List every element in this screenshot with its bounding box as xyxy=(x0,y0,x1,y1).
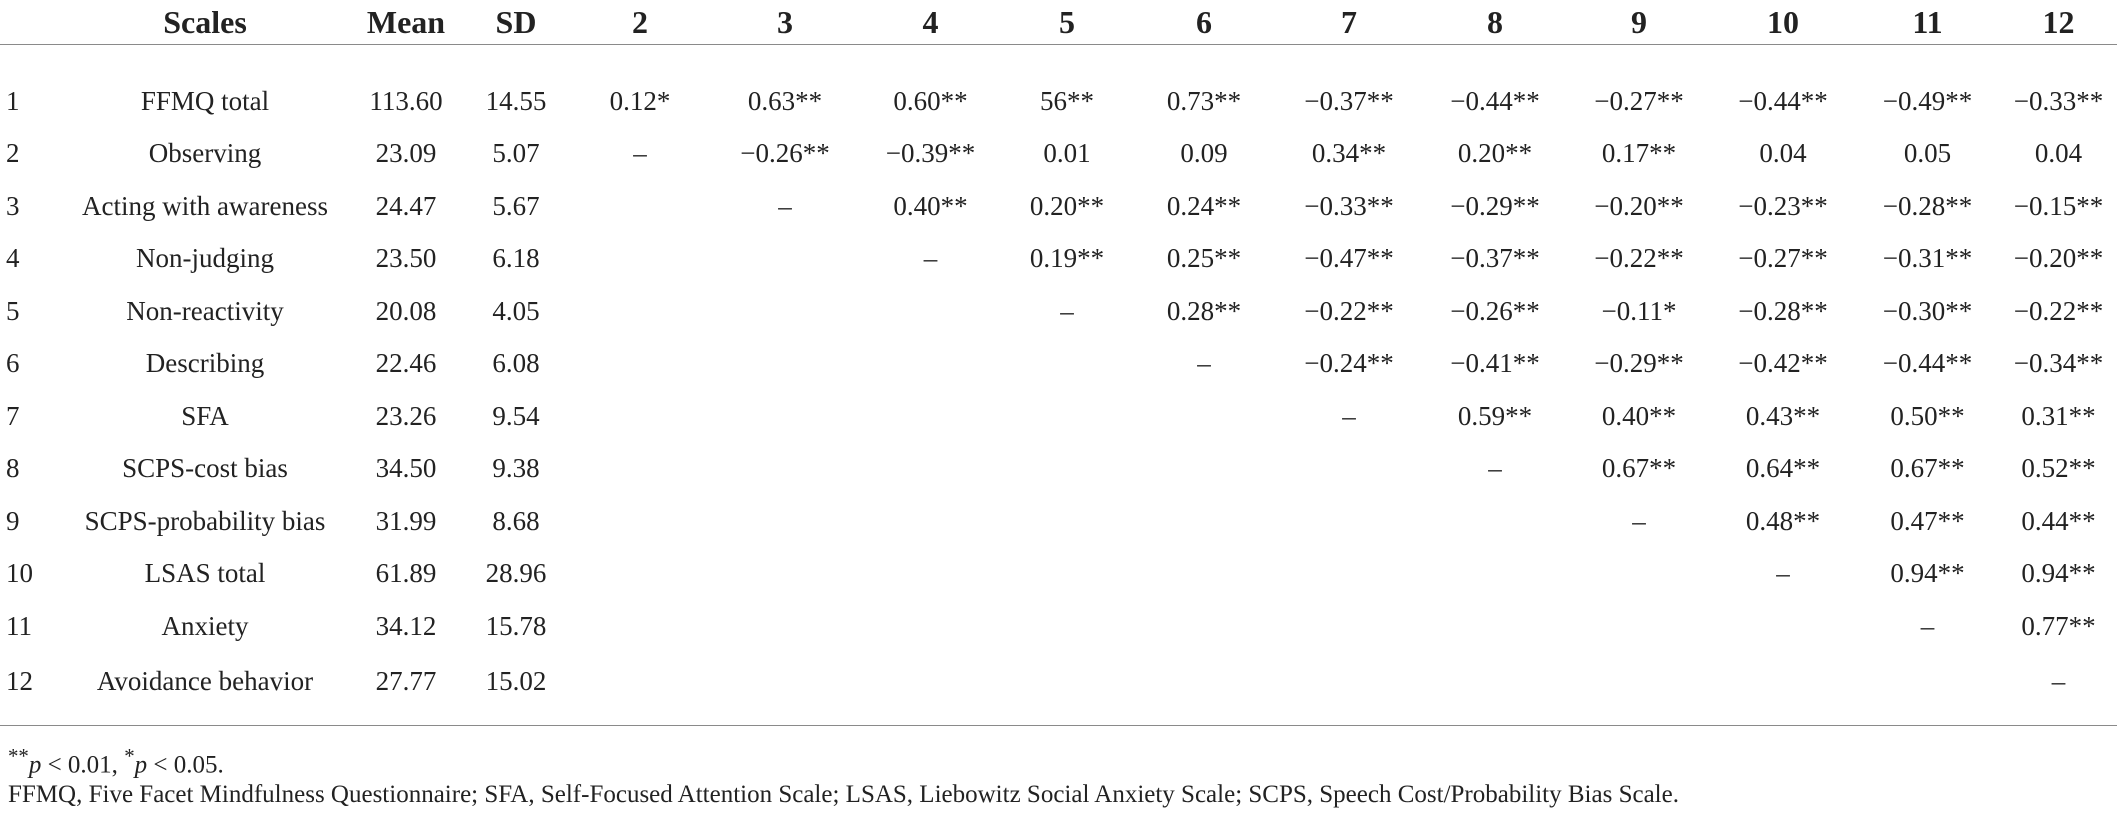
correlation-value: 0.40** xyxy=(893,190,968,221)
correlation-value: 0.20** xyxy=(1029,190,1105,221)
significance-note xyxy=(8,744,224,779)
correlation-value: −0.15** xyxy=(2013,190,2104,221)
column-header: 6 xyxy=(1196,3,1212,40)
sd-value: 5.67 xyxy=(492,190,540,221)
correlation-value: −0.30** xyxy=(1882,295,1973,326)
scale-name: SCPS-cost bias xyxy=(122,453,288,484)
scale-name: Observing xyxy=(148,138,262,169)
correlation-value: −0.23** xyxy=(1738,190,1828,221)
correlation-value xyxy=(570,233,710,286)
table-row xyxy=(0,495,2117,548)
scale-name: SCPS-probability bias xyxy=(84,505,326,536)
column-header: 2 xyxy=(632,3,648,40)
correlation-value: – xyxy=(2051,666,2066,696)
correlation-value xyxy=(710,390,860,443)
column-header-index xyxy=(0,0,60,45)
correlation-value xyxy=(860,600,1001,653)
correlation-value: 0.40** xyxy=(1601,400,1677,431)
row-number: 2 xyxy=(6,138,20,169)
correlation-value: −0.34** xyxy=(2013,348,2104,379)
correlation-value xyxy=(1275,653,1423,711)
table-row xyxy=(0,233,2117,286)
scale-name: Anxiety xyxy=(161,610,249,641)
correlation-value xyxy=(1001,548,1133,601)
correlation-value: −0.22** xyxy=(1304,295,1394,326)
correlation-value xyxy=(1001,495,1133,548)
correlation-value: 0.94** xyxy=(1890,558,1965,589)
mean-value: 23.50 xyxy=(375,243,437,274)
correlation-value: −0.31** xyxy=(1882,243,1973,274)
row-number: 5 xyxy=(6,295,20,326)
correlation-value: 0.19** xyxy=(1029,243,1105,274)
mean-value: 24.47 xyxy=(375,190,437,221)
mean-value: 22.46 xyxy=(375,348,437,379)
correlation-value: −0.39** xyxy=(885,138,976,169)
correlation-value xyxy=(1423,600,1567,653)
correlation-value: −0.20** xyxy=(1594,190,1684,221)
column-header: 11 xyxy=(1912,3,1943,40)
correlation-value xyxy=(1001,443,1133,496)
correlation-value xyxy=(1855,653,2000,711)
correlation-value: −0.37** xyxy=(1304,85,1394,116)
correlation-value: −0.24** xyxy=(1304,348,1394,379)
correlation-value xyxy=(1133,443,1275,496)
sd-value: 6.18 xyxy=(492,243,540,274)
row-number: 6 xyxy=(6,348,20,379)
correlation-value xyxy=(860,338,1001,391)
correlation-value: 0.77** xyxy=(2021,610,2096,641)
correlation-value: – xyxy=(1776,558,1790,589)
sd-value: 9.38 xyxy=(492,453,540,484)
correlation-value: −0.11* xyxy=(1601,295,1677,326)
mean-value: 27.77 xyxy=(375,666,437,696)
mean-value: 34.50 xyxy=(375,453,437,484)
correlation-value: 0.28** xyxy=(1166,295,1242,326)
correlation-value: −0.44** xyxy=(1738,85,1828,116)
correlation-value: 0.04 xyxy=(2034,138,2083,169)
table-row xyxy=(0,443,2117,496)
correlation-value xyxy=(860,548,1001,601)
row-number: 7 xyxy=(6,400,20,431)
correlation-value xyxy=(570,548,710,601)
correlation-value: 0.01 xyxy=(1043,138,1091,169)
correlation-value xyxy=(1567,600,1711,653)
correlation-value: −0.20** xyxy=(2013,243,2104,274)
row-number: 8 xyxy=(6,453,20,484)
correlation-value: 0.48** xyxy=(1745,505,1821,536)
correlation-value xyxy=(1001,390,1133,443)
mean-value: 34.12 xyxy=(375,610,437,641)
column-header: 10 xyxy=(1767,3,1799,40)
correlation-value: 0.59** xyxy=(1457,400,1533,431)
correlation-value: −0.27** xyxy=(1738,243,1828,274)
sig-threshold-1: < 0.01, xyxy=(41,751,125,779)
correlation-value xyxy=(570,495,710,548)
correlation-value xyxy=(570,443,710,496)
correlation-value: – xyxy=(778,190,792,221)
correlation-value xyxy=(860,443,1001,496)
mean-value: 20.08 xyxy=(375,295,437,326)
table-row xyxy=(0,128,2117,181)
correlation-value: – xyxy=(923,243,938,274)
column-header: 5 xyxy=(1059,3,1075,40)
correlation-value xyxy=(1133,548,1275,601)
row-number: 12 xyxy=(6,666,33,696)
column-header: 8 xyxy=(1487,3,1503,40)
sd-value: 15.78 xyxy=(485,610,547,641)
column-header: 7 xyxy=(1341,3,1357,40)
table-row xyxy=(0,45,2117,128)
correlation-value xyxy=(710,653,860,711)
correlation-value xyxy=(570,285,710,338)
correlation-value xyxy=(1423,495,1567,548)
column-header: Scales xyxy=(163,3,247,40)
scale-name: FFMQ total xyxy=(140,85,270,116)
table-bottom-rule xyxy=(0,725,2117,726)
correlation-value: −0.29** xyxy=(1450,190,1540,221)
table-row xyxy=(0,285,2117,338)
correlation-value xyxy=(1275,443,1423,496)
table-row xyxy=(0,548,2117,601)
correlation-value: −0.22** xyxy=(2013,295,2104,326)
correlation-value: −0.49** xyxy=(1882,85,1973,116)
correlation-value: 0.34** xyxy=(1311,138,1387,169)
correlation-value: 0.25** xyxy=(1166,243,1242,274)
column-header: 9 xyxy=(1631,3,1647,40)
correlation-value: 0.60** xyxy=(893,85,968,116)
correlation-value: −0.26** xyxy=(1450,295,1540,326)
correlation-value: 0.17** xyxy=(1601,138,1677,169)
sig-threshold-2: < 0.05. xyxy=(147,751,224,779)
correlation-value: 0.50** xyxy=(1890,400,1965,431)
header-row xyxy=(0,0,2117,45)
correlation-value: −0.28** xyxy=(1882,190,1973,221)
correlation-value xyxy=(1275,600,1423,653)
correlation-value: −0.27** xyxy=(1594,85,1684,116)
correlation-value xyxy=(1423,548,1567,601)
correlation-value xyxy=(1275,548,1423,601)
correlation-value xyxy=(570,390,710,443)
correlation-value: 0.05 xyxy=(1903,138,1952,169)
correlation-value: −0.28** xyxy=(1738,295,1828,326)
correlation-value: 0.31** xyxy=(2021,400,2096,431)
correlation-value: 0.94** xyxy=(2021,558,2096,589)
correlation-value: −0.22** xyxy=(1594,243,1684,274)
correlation-value: – xyxy=(1488,453,1502,484)
correlation-value xyxy=(1133,653,1275,711)
correlation-value: – xyxy=(1060,295,1074,326)
correlation-value: 0.04 xyxy=(1759,138,1807,169)
correlation-value xyxy=(710,443,860,496)
sd-value: 9.54 xyxy=(492,400,540,431)
scale-name: Non-judging xyxy=(136,243,274,274)
sd-value: 5.07 xyxy=(492,138,540,169)
correlation-value xyxy=(570,653,710,711)
correlation-value: – xyxy=(633,138,647,169)
correlation-value: 0.47** xyxy=(1890,505,1965,536)
correlation-value xyxy=(1275,495,1423,548)
mean-value: 113.60 xyxy=(369,85,443,116)
correlation-value: 0.52** xyxy=(2021,453,2096,484)
correlation-value: −0.26** xyxy=(740,138,830,169)
correlation-value: 0.67** xyxy=(1601,453,1677,484)
mean-value: 23.26 xyxy=(375,400,437,431)
row-number: 11 xyxy=(6,610,32,641)
correlation-value: 0.63** xyxy=(747,85,823,116)
correlation-value: 0.64** xyxy=(1745,453,1821,484)
correlation-value: −0.47** xyxy=(1304,243,1394,274)
correlation-value xyxy=(710,495,860,548)
correlation-value xyxy=(710,600,860,653)
p-symbol-1: p xyxy=(28,751,42,779)
correlation-value xyxy=(860,495,1001,548)
mean-value: 23.09 xyxy=(375,138,437,169)
correlation-value: −0.37** xyxy=(1450,243,1540,274)
column-header: 4 xyxy=(922,3,939,40)
row-number: 1 xyxy=(6,85,20,116)
correlation-value xyxy=(710,285,860,338)
mean-value: 31.99 xyxy=(375,505,437,536)
correlation-value xyxy=(860,285,1001,338)
correlation-value: 0.24** xyxy=(1166,190,1242,221)
row-number: 10 xyxy=(6,558,33,589)
table-row xyxy=(0,390,2117,443)
correlation-value xyxy=(570,338,710,391)
column-header: SD xyxy=(495,3,537,40)
sd-value: 15.02 xyxy=(485,666,547,696)
table-row xyxy=(0,600,2117,653)
correlation-value: 0.43** xyxy=(1745,400,1821,431)
correlation-value xyxy=(710,548,860,601)
sig-symbol-2: * xyxy=(124,744,135,768)
correlation-value: 0.09 xyxy=(1180,138,1228,169)
correlation-value: 0.67** xyxy=(1890,453,1965,484)
row-number: 4 xyxy=(6,243,20,274)
correlation-value xyxy=(1711,653,1855,711)
correlation-value xyxy=(1001,653,1133,711)
correlation-value: 0.73** xyxy=(1166,85,1242,116)
correlation-value xyxy=(1133,495,1275,548)
column-header: 12 xyxy=(2042,3,2075,40)
scale-name: Avoidance behavior xyxy=(96,666,314,696)
sd-value: 14.55 xyxy=(485,85,547,116)
correlation-value: 0.44** xyxy=(2021,505,2096,536)
correlation-value: – xyxy=(1632,505,1646,536)
scale-name: Acting with awareness xyxy=(82,190,328,221)
table-row xyxy=(0,653,2117,711)
correlation-value xyxy=(860,390,1001,443)
correlation-value xyxy=(710,233,860,286)
row-number: 9 xyxy=(6,505,20,536)
scale-name: SFA xyxy=(181,400,229,431)
scale-name: Describing xyxy=(145,348,265,379)
scale-name: Non-reactivity xyxy=(126,295,284,326)
sig-symbol-1: ** xyxy=(8,744,29,768)
correlation-value xyxy=(1567,548,1711,601)
correlation-value: 0.20** xyxy=(1457,138,1533,169)
mean-value: 61.89 xyxy=(375,558,437,589)
correlation-value xyxy=(1133,600,1275,653)
column-header: 3 xyxy=(777,3,793,40)
correlation-value xyxy=(1567,653,1711,711)
correlation-value xyxy=(1423,653,1567,711)
correlation-value xyxy=(570,180,710,233)
sd-value: 6.08 xyxy=(492,348,540,379)
abbreviation-note: FFMQ, Five Facet Mindfulness Questionnaire; SFA, Self-Focused Attention Scale; LSAS, Liebowitz Social Anxiety Scale; SCPS, Speech Cost/Probability Bias Scale. xyxy=(8,781,1679,808)
correlation-value: – xyxy=(1197,348,1211,379)
correlation-value: −0.41** xyxy=(1450,348,1540,379)
correlation-value: −0.44** xyxy=(1450,85,1540,116)
correlation-value xyxy=(1001,600,1133,653)
sd-value: 28.96 xyxy=(485,558,547,589)
correlation-value: 0.12* xyxy=(609,85,671,116)
correlation-value: −0.42** xyxy=(1738,348,1828,379)
correlation-value xyxy=(1133,390,1275,443)
column-header: Mean xyxy=(366,3,446,40)
correlation-value: −0.44** xyxy=(1882,348,1973,379)
correlation-value xyxy=(860,653,1001,711)
correlation-value: −0.33** xyxy=(2013,85,2104,116)
correlation-value: −0.33** xyxy=(1304,190,1394,221)
sd-value: 8.68 xyxy=(492,505,540,536)
table-body xyxy=(0,45,2117,711)
sd-value: 4.05 xyxy=(492,295,540,326)
correlation-value: – xyxy=(1342,400,1356,431)
correlation-value: −0.29** xyxy=(1594,348,1684,379)
scale-name: LSAS total xyxy=(144,558,266,589)
correlation-value xyxy=(1001,338,1133,391)
p-symbol-2: p xyxy=(134,751,148,779)
correlation-value xyxy=(1711,600,1855,653)
correlation-value xyxy=(570,600,710,653)
row-number: 3 xyxy=(6,190,20,221)
correlation-value: – xyxy=(1920,610,1935,641)
correlation-value: 56** xyxy=(1040,85,1094,116)
table-row xyxy=(0,338,2117,391)
correlation-value xyxy=(710,338,860,391)
table-row xyxy=(0,180,2117,233)
